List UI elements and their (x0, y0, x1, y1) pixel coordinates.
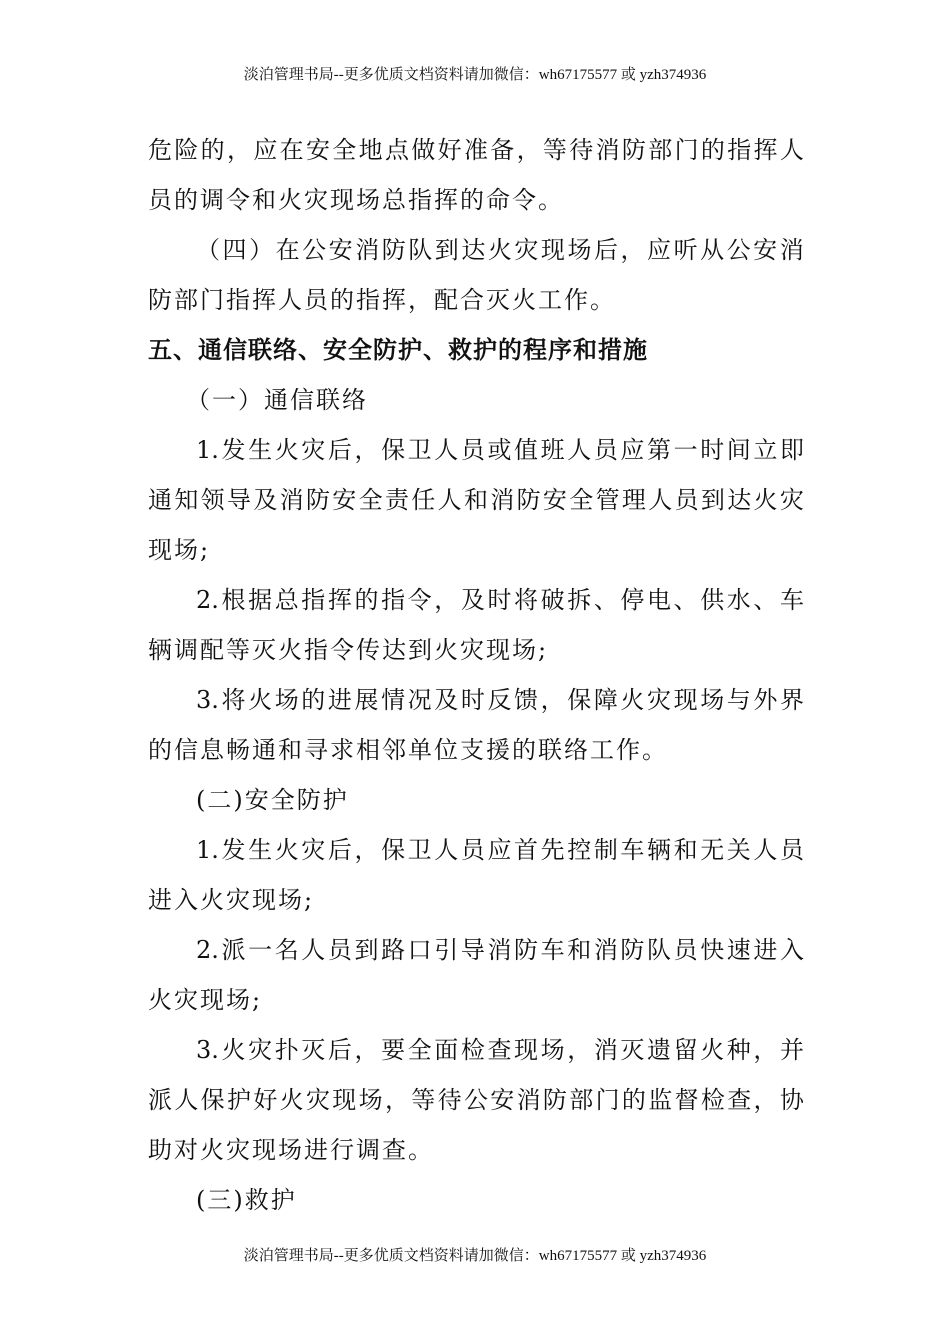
paragraph-line (196, 435, 804, 465)
glyph: 口 (407, 936, 432, 964)
glyph: 在 (275, 236, 300, 264)
glyph: 消 (487, 936, 512, 964)
glyph: 等 (411, 1086, 436, 1114)
section-heading: 五、通信联络、安全防护、救护的程序和措施 (148, 335, 648, 364)
glyph: 从 (700, 236, 725, 264)
glyph: 现 (673, 686, 698, 714)
glyph: 员 (460, 436, 485, 464)
glyph: 遗 (647, 1036, 671, 1064)
glyph: 通 (148, 486, 172, 514)
glyph: 水 (726, 586, 751, 614)
glyph: 门 (595, 1086, 620, 1114)
glyph: 防 (620, 936, 645, 964)
glyph: 即 (779, 436, 804, 464)
glyph: 公 (726, 236, 751, 264)
glyph: 第 (647, 436, 671, 464)
glyph: 应 (647, 236, 672, 264)
glyph: 灾 (301, 436, 326, 464)
glyph: 场 (700, 686, 725, 714)
glyph: 人 (301, 936, 326, 964)
glyph: 好 (437, 136, 462, 164)
glyph: 及 (253, 486, 278, 514)
glyph: 将 (221, 686, 246, 714)
glyph: 现 (540, 236, 565, 264)
glyph: 停 (620, 586, 645, 614)
glyph: 后 (327, 436, 352, 464)
glyph: 员 (674, 486, 699, 514)
glyph: 场 (358, 1086, 383, 1114)
glyph: 指 (381, 586, 406, 614)
glyph: 查 (487, 1036, 512, 1064)
glyph: 消 (595, 136, 620, 164)
glyph: 责 (384, 486, 409, 514)
glyph: 派 (148, 1086, 172, 1114)
glyph: 名 (274, 936, 299, 964)
glyph: 火 (753, 486, 778, 514)
glyph: 护 (226, 1086, 251, 1114)
paragraph-line (196, 935, 804, 965)
glyph: 队 (647, 936, 671, 964)
glyph: 协 (779, 1086, 804, 1114)
glyph: 消 (779, 236, 804, 264)
glyph: 和 (463, 486, 488, 514)
paragraph-line: 辆调配等灭火指令传达到火灾现场; (148, 636, 549, 664)
glyph: 首 (514, 836, 539, 864)
paragraph-line (196, 235, 804, 265)
glyph: 留 (673, 1036, 698, 1064)
paragraph-line (196, 685, 804, 715)
glyph: ， (354, 436, 379, 464)
glyph: 控 (567, 836, 592, 864)
glyph: 供 (700, 586, 725, 614)
glyph: 立 (753, 436, 778, 464)
glyph: 检 (460, 1036, 485, 1064)
glyph: 情 (381, 686, 406, 714)
glyph: 场 (274, 686, 299, 714)
glyph: 人 (567, 436, 592, 464)
glyph: 安 (753, 236, 778, 264)
glyph: 管 (595, 486, 620, 514)
glyph: 车 (779, 586, 804, 614)
glyph: 进 (327, 686, 352, 714)
glyph: 四 (222, 236, 247, 264)
glyph: 人 (753, 836, 778, 864)
glyph: 查 (727, 1086, 752, 1114)
glyph: 先 (540, 836, 565, 864)
glyph: 的 (354, 586, 379, 614)
glyph: 卫 (407, 836, 432, 864)
glyph: 破 (540, 586, 565, 614)
glyph: 挥 (753, 136, 778, 164)
glyph: 火 (221, 1036, 246, 1064)
glyph: 任 (411, 486, 436, 514)
paragraph-line: 火灾现场; (148, 986, 263, 1014)
glyph: 扑 (274, 1036, 299, 1064)
glyph: 消 (593, 1036, 618, 1064)
glyph: 现 (514, 1036, 539, 1064)
glyph: 灭 (620, 1036, 645, 1064)
subsection-heading: （一）通信联络 (186, 386, 368, 414)
glyph: 火 (700, 1036, 725, 1064)
paragraph-line: 防部门指挥人员的指挥，配合灭火工作。 (148, 286, 616, 314)
glyph: 保 (381, 836, 406, 864)
glyph: 应 (620, 436, 645, 464)
glyph: ， (354, 1036, 379, 1064)
glyph: 员 (779, 836, 804, 864)
subsection-heading: (三)救护 (196, 1186, 297, 1214)
glyph: 消 (516, 1086, 541, 1114)
glyph: 全 (332, 136, 357, 164)
glyph: 值 (514, 436, 539, 464)
glyph: 生 (248, 836, 273, 864)
paragraph-line (148, 1085, 804, 1115)
glyph: 发 (221, 436, 246, 464)
glyph: 时 (700, 436, 725, 464)
glyph: 的 (621, 1086, 646, 1114)
paragraph-line (148, 135, 804, 165)
glyph: 防 (305, 486, 330, 514)
glyph: 消 (279, 486, 304, 514)
glyph: 路 (381, 936, 406, 964)
glyph: 3. (196, 686, 219, 714)
glyph: 知 (174, 486, 199, 514)
glyph: 人 (648, 486, 673, 514)
glyph: 全 (358, 486, 383, 514)
glyph: 危 (148, 136, 172, 164)
glyph: 公 (463, 1086, 488, 1114)
glyph: 督 (674, 1086, 699, 1114)
glyph: 制 (593, 836, 618, 864)
glyph: 防 (381, 236, 406, 264)
glyph: 速 (726, 936, 751, 964)
glyph: 消 (490, 486, 515, 514)
glyph: 到 (700, 486, 725, 514)
glyph: 指 (727, 136, 752, 164)
glyph: 保 (381, 436, 406, 464)
glyph: 1. (196, 836, 219, 864)
glyph: ， (516, 136, 541, 164)
glyph: 、 (673, 586, 698, 614)
glyph: 及 (434, 686, 459, 714)
subsection-heading: (二)安全防护 (196, 786, 349, 814)
glyph: 准 (463, 136, 488, 164)
paragraph-line: 助对火灾现场进行调查。 (148, 1136, 434, 1164)
glyph: 防 (514, 936, 539, 964)
glyph: 时 (487, 586, 512, 614)
glyph: 人 (174, 1086, 199, 1114)
glyph: 等 (542, 136, 567, 164)
glyph: 挥 (327, 586, 352, 614)
glyph: 反 (487, 686, 512, 714)
glyph: 火 (279, 1086, 304, 1114)
glyph: 间 (726, 436, 751, 464)
glyph: 消 (355, 236, 380, 264)
glyph: 险 (174, 136, 199, 164)
glyph: 卫 (407, 436, 432, 464)
glyph: ， (567, 1036, 592, 1064)
glyph: 引 (434, 936, 459, 964)
glyph: ， (620, 236, 645, 264)
glyph: 火 (274, 836, 299, 864)
glyph: 2. (196, 586, 219, 614)
paragraph-line (196, 585, 804, 615)
glyph: 快 (700, 936, 725, 964)
glyph: 后 (327, 836, 352, 864)
glyph: ， (540, 686, 565, 714)
glyph: ， (434, 586, 459, 614)
glyph: 防 (516, 486, 541, 514)
paragraph-line: 现场; (148, 536, 211, 564)
glyph: ， (384, 1086, 409, 1114)
glyph: 公 (302, 236, 327, 264)
glyph: 馈 (514, 686, 539, 714)
glyph: 在 (279, 136, 304, 164)
glyph: 后 (593, 236, 618, 264)
glyph: 人 (437, 486, 462, 514)
glyph: 1. (196, 436, 219, 464)
glyph: 生 (248, 436, 273, 464)
glyph: 2. (196, 936, 219, 964)
glyph: 时 (460, 686, 485, 714)
glyph: 待 (569, 136, 594, 164)
glyph: 部 (648, 136, 673, 164)
glyph: 场 (540, 1036, 565, 1064)
glyph: 的 (200, 136, 225, 164)
glyph: 界 (779, 686, 804, 714)
glyph: 车 (540, 936, 565, 964)
glyph: 人 (779, 136, 804, 164)
glyph: 达 (461, 236, 486, 264)
glyph: 部 (569, 1086, 594, 1114)
glyph: 场 (567, 236, 592, 264)
glyph: 、 (753, 586, 778, 614)
glyph: 要 (381, 1036, 406, 1064)
glyph: 辆 (647, 836, 671, 864)
glyph: 监 (648, 1086, 673, 1114)
glyph: 并 (779, 1036, 804, 1064)
glyph: 安 (490, 1086, 515, 1114)
glyph: 保 (567, 686, 592, 714)
glyph: 展 (354, 686, 379, 714)
glyph: ， (354, 836, 379, 864)
glyph: 人 (434, 436, 459, 464)
glyph: 好 (253, 1086, 278, 1114)
glyph: 应 (253, 136, 278, 164)
glyph: 理 (621, 486, 646, 514)
glyph: 一 (673, 436, 698, 464)
glyph: 灾 (647, 686, 671, 714)
paragraph-line (148, 485, 804, 515)
glyph: 拆 (567, 586, 592, 614)
glyph: 安 (305, 136, 330, 164)
glyph: 队 (408, 236, 433, 264)
glyph: 导 (226, 486, 251, 514)
glyph: 电 (647, 586, 671, 614)
glyph: 3. (196, 1036, 219, 1064)
glyph: 现 (332, 1086, 357, 1114)
page-footer-watermark: 淡泊管理书局--更多优质文档资料请加微信：wh67175577 或 yzh374936 (243, 1248, 707, 1264)
glyph: 全 (569, 486, 594, 514)
glyph: 全 (407, 1036, 432, 1064)
glyph: 和 (673, 836, 698, 864)
paragraph-line: 的信息畅通和寻求相邻单位支援的联络工作。 (148, 736, 668, 764)
glyph: 员 (673, 936, 698, 964)
glyph: 安 (332, 486, 357, 514)
glyph: 灾 (301, 836, 326, 864)
glyph: 指 (301, 586, 326, 614)
glyph: 灭 (301, 1036, 326, 1064)
paragraph-line (196, 835, 804, 865)
glyph: 及 (460, 586, 485, 614)
glyph: 防 (621, 136, 646, 164)
glyph: ， (753, 1086, 778, 1114)
glyph: 、 (593, 586, 618, 614)
glyph: 后 (327, 1036, 352, 1064)
glyph: 和 (567, 936, 592, 964)
glyph: 灾 (779, 486, 804, 514)
glyph: 派 (221, 936, 246, 964)
glyph: 领 (200, 486, 225, 514)
glyph: 门 (674, 136, 699, 164)
glyph: 消 (593, 936, 618, 964)
glyph: 的 (301, 686, 326, 714)
glyph: 火 (248, 686, 273, 714)
glyph: 灾 (514, 236, 539, 264)
glyph: 关 (726, 836, 751, 864)
paragraph-line: 进入火灾现场; (148, 886, 315, 914)
glyph: ， (753, 1036, 778, 1064)
glyph: 点 (384, 136, 409, 164)
glyph: 到 (434, 236, 459, 264)
glyph: 达 (727, 486, 752, 514)
glyph: 障 (593, 686, 618, 714)
paragraph-line (196, 1035, 804, 1065)
glyph: 做 (411, 136, 436, 164)
glyph: 检 (700, 1086, 725, 1114)
glyph: ） (249, 236, 274, 264)
glyph: 火 (487, 236, 512, 264)
glyph: ， (226, 136, 251, 164)
glyph: 的 (700, 136, 725, 164)
glyph: 与 (726, 686, 751, 714)
glyph: 导 (460, 936, 485, 964)
glyph: 灾 (305, 1086, 330, 1114)
glyph: 保 (200, 1086, 225, 1114)
glyph: 听 (673, 236, 698, 264)
glyph: 据 (248, 586, 273, 614)
glyph: 面 (434, 1036, 459, 1064)
glyph: 待 (437, 1086, 462, 1114)
glyph: 员 (327, 936, 352, 964)
glyph: 人 (434, 836, 459, 864)
glyph: 安 (328, 236, 353, 264)
glyph: 安 (542, 486, 567, 514)
glyph: 应 (487, 836, 512, 864)
glyph: 员 (593, 436, 618, 464)
glyph: 况 (407, 686, 432, 714)
glyph: 无 (700, 836, 725, 864)
glyph: 车 (620, 836, 645, 864)
glyph: 或 (487, 436, 512, 464)
glyph: 令 (407, 586, 432, 614)
glyph: 将 (514, 586, 539, 614)
glyph: 地 (358, 136, 383, 164)
glyph: 外 (753, 686, 778, 714)
glyph: 到 (354, 936, 379, 964)
glyph: 发 (221, 836, 246, 864)
glyph: 员 (460, 836, 485, 864)
glyph: 火 (620, 686, 645, 714)
glyph: 灾 (248, 1036, 273, 1064)
glyph: 一 (248, 936, 273, 964)
glyph: 火 (274, 436, 299, 464)
page-header-watermark: 淡泊管理书局--更多优质文档资料请加微信：wh67175577 或 yzh374936 (243, 67, 707, 83)
paragraph-line: 员的调令和火灾现场总指挥的命令。 (148, 186, 564, 214)
glyph: 种 (726, 1036, 751, 1064)
glyph: 班 (540, 436, 565, 464)
glyph: 总 (274, 586, 299, 614)
glyph: 根 (221, 586, 246, 614)
glyph: 防 (542, 1086, 567, 1114)
glyph: 进 (753, 936, 778, 964)
glyph: 备 (490, 136, 515, 164)
glyph: 入 (779, 936, 804, 964)
glyph: （ (196, 236, 220, 264)
